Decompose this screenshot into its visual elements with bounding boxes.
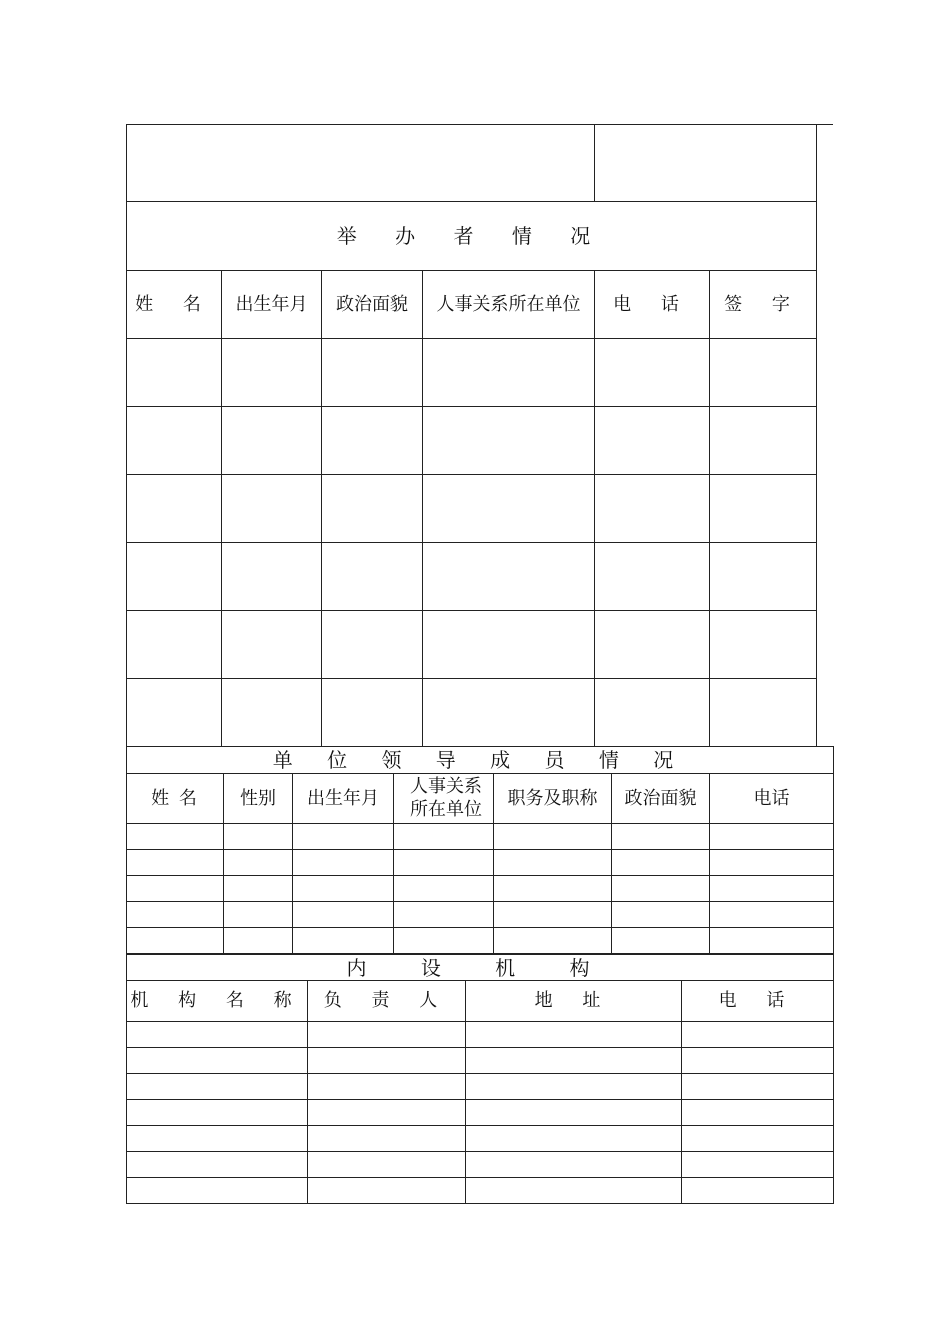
blank-cell[interactable] xyxy=(682,1100,834,1126)
section-title-organizers: 举 办 者 情 况 xyxy=(127,202,817,271)
header-politics: 政治面貌 xyxy=(322,271,423,339)
blank-cell[interactable] xyxy=(127,876,224,902)
blank-cell[interactable] xyxy=(595,407,710,475)
blank-cell[interactable] xyxy=(308,1048,466,1074)
blank-cell[interactable] xyxy=(466,1074,682,1100)
blank-cell[interactable] xyxy=(308,1152,466,1178)
blank-cell[interactable] xyxy=(682,1022,834,1048)
blank-cell[interactable] xyxy=(394,824,494,850)
blank-cell[interactable] xyxy=(127,543,222,611)
blank-cell[interactable] xyxy=(308,1126,466,1152)
blank-cell[interactable] xyxy=(423,543,595,611)
table-row xyxy=(127,1152,834,1178)
blank-cell[interactable] xyxy=(612,876,710,902)
blank-cell[interactable] xyxy=(682,1048,834,1074)
section-title-leaders: 单 位 领 导 成 员 情 况 xyxy=(127,747,834,774)
table-row xyxy=(127,339,817,407)
header-address: 地 址 xyxy=(466,981,682,1022)
blank-cell[interactable] xyxy=(710,407,817,475)
blank-cell[interactable] xyxy=(127,928,224,954)
blank-cell[interactable] xyxy=(308,1100,466,1126)
header-position: 职务及职称 xyxy=(494,774,612,824)
blank-cell[interactable] xyxy=(293,824,394,850)
blank-field[interactable] xyxy=(595,125,817,202)
blank-cell[interactable] xyxy=(682,1074,834,1100)
departments-table xyxy=(126,954,834,1204)
blank-cell[interactable] xyxy=(127,1074,308,1100)
blank-cell[interactable] xyxy=(595,543,710,611)
blank-cell[interactable] xyxy=(293,902,394,928)
header-phone: 电话 xyxy=(710,774,834,824)
header-unit-text: 人事关系所在单位 xyxy=(410,776,482,820)
blank-cell[interactable] xyxy=(222,339,322,407)
blank-cell[interactable] xyxy=(308,1178,466,1204)
blank-cell[interactable] xyxy=(127,339,222,407)
table-row xyxy=(127,1022,834,1048)
blank-cell[interactable] xyxy=(127,475,222,543)
table-row xyxy=(127,928,834,954)
blank-cell[interactable] xyxy=(466,1048,682,1074)
blank-cell[interactable] xyxy=(595,475,710,543)
blank-cell[interactable] xyxy=(710,876,834,902)
table-row xyxy=(127,1100,834,1126)
blank-cell[interactable] xyxy=(293,850,394,876)
blank-cell[interactable] xyxy=(710,543,817,611)
table-row xyxy=(127,902,834,928)
header-birth: 出生年月 xyxy=(293,774,394,824)
blank-cell[interactable] xyxy=(466,1022,682,1048)
table-row xyxy=(127,824,834,850)
organizers-body xyxy=(127,339,817,747)
blank-cell[interactable] xyxy=(322,407,423,475)
blank-cell[interactable] xyxy=(494,850,612,876)
table-row xyxy=(127,876,834,902)
blank-cell[interactable] xyxy=(127,902,224,928)
organizers-table xyxy=(126,124,817,747)
blank-cell[interactable] xyxy=(595,611,710,679)
header-manager: 负 责 人 xyxy=(308,981,466,1022)
header-signature: 签 字 xyxy=(710,271,817,339)
blank-cell[interactable] xyxy=(222,611,322,679)
blank-cell[interactable] xyxy=(423,679,595,747)
blank-cell[interactable] xyxy=(224,824,293,850)
blank-cell[interactable] xyxy=(394,876,494,902)
table-row xyxy=(127,679,817,747)
blank-cell[interactable] xyxy=(710,679,817,747)
header-unit xyxy=(394,774,494,824)
blank-cell[interactable] xyxy=(394,902,494,928)
header-dept-name: 机 构 名 称 xyxy=(127,981,308,1022)
section-title-departments: 内 设 机 构 xyxy=(127,955,834,981)
blank-cell[interactable] xyxy=(494,928,612,954)
blank-cell[interactable] xyxy=(127,679,222,747)
blank-cell[interactable] xyxy=(494,824,612,850)
header-unit: 人事关系所在单位 xyxy=(423,271,595,339)
table-edge-line xyxy=(816,124,833,125)
departments-body xyxy=(127,1022,834,1204)
blank-cell[interactable] xyxy=(308,1074,466,1100)
blank-cell[interactable] xyxy=(308,1022,466,1048)
blank-cell[interactable] xyxy=(466,1152,682,1178)
blank-cell[interactable] xyxy=(595,679,710,747)
table-row xyxy=(127,407,817,475)
blank-cell[interactable] xyxy=(494,902,612,928)
blank-cell[interactable] xyxy=(710,902,834,928)
blank-cell[interactable] xyxy=(466,1100,682,1126)
blank-cell[interactable] xyxy=(322,611,423,679)
blank-cell[interactable] xyxy=(710,475,817,543)
table-row xyxy=(127,611,817,679)
header-phone: 电 话 xyxy=(682,981,834,1022)
blank-field[interactable] xyxy=(127,125,595,202)
leaders-table xyxy=(126,746,834,954)
header-name: 姓 名 xyxy=(127,774,224,824)
blank-cell[interactable] xyxy=(423,339,595,407)
blank-cell[interactable] xyxy=(127,407,222,475)
blank-cell[interactable] xyxy=(423,475,595,543)
blank-cell[interactable] xyxy=(710,928,834,954)
blank-cell[interactable] xyxy=(127,1178,308,1204)
blank-cell[interactable] xyxy=(423,611,595,679)
blank-cell[interactable] xyxy=(224,850,293,876)
blank-cell[interactable] xyxy=(394,928,494,954)
table-row xyxy=(127,1074,834,1100)
blank-cell[interactable] xyxy=(682,1152,834,1178)
blank-cell[interactable] xyxy=(222,679,322,747)
blank-cell[interactable] xyxy=(127,850,224,876)
blank-cell[interactable] xyxy=(612,902,710,928)
header-gender: 性别 xyxy=(224,774,293,824)
blank-cell[interactable] xyxy=(710,611,817,679)
table-row xyxy=(127,475,817,543)
blank-cell[interactable] xyxy=(595,339,710,407)
table-row xyxy=(127,1048,834,1074)
blank-cell[interactable] xyxy=(127,824,224,850)
header-name: 姓 名 xyxy=(127,271,222,339)
blank-cell[interactable] xyxy=(612,850,710,876)
table-row xyxy=(127,543,817,611)
blank-cell[interactable] xyxy=(466,1126,682,1152)
blank-cell[interactable] xyxy=(710,339,817,407)
blank-cell[interactable] xyxy=(322,543,423,611)
blank-cell[interactable] xyxy=(466,1178,682,1204)
blank-cell[interactable] xyxy=(127,1100,308,1126)
blank-cell[interactable] xyxy=(612,824,710,850)
blank-cell[interactable] xyxy=(222,475,322,543)
blank-cell[interactable] xyxy=(222,543,322,611)
table-row xyxy=(127,1178,834,1204)
blank-cell[interactable] xyxy=(222,407,322,475)
table-row xyxy=(127,1126,834,1152)
blank-cell[interactable] xyxy=(127,1152,308,1178)
blank-cell[interactable] xyxy=(224,876,293,902)
blank-cell[interactable] xyxy=(423,407,595,475)
blank-cell[interactable] xyxy=(612,928,710,954)
blank-cell[interactable] xyxy=(127,611,222,679)
table-row xyxy=(127,850,834,876)
blank-cell[interactable] xyxy=(293,876,394,902)
blank-cell[interactable] xyxy=(682,1126,834,1152)
blank-cell[interactable] xyxy=(394,850,494,876)
blank-cell[interactable] xyxy=(710,824,834,850)
blank-cell[interactable] xyxy=(682,1178,834,1204)
header-birth: 出生年月 xyxy=(222,271,322,339)
header-phone: 电 话 xyxy=(595,271,710,339)
leaders-body xyxy=(127,824,834,954)
blank-cell[interactable] xyxy=(224,928,293,954)
blank-cell[interactable] xyxy=(322,475,423,543)
blank-cell[interactable] xyxy=(322,339,423,407)
blank-cell[interactable] xyxy=(494,876,612,902)
blank-cell[interactable] xyxy=(127,1022,308,1048)
blank-cell[interactable] xyxy=(293,928,394,954)
header-politics: 政治面貌 xyxy=(612,774,710,824)
blank-cell[interactable] xyxy=(710,850,834,876)
blank-cell[interactable] xyxy=(127,1126,308,1152)
blank-cell[interactable] xyxy=(127,1048,308,1074)
blank-cell[interactable] xyxy=(224,902,293,928)
blank-cell[interactable] xyxy=(322,679,423,747)
